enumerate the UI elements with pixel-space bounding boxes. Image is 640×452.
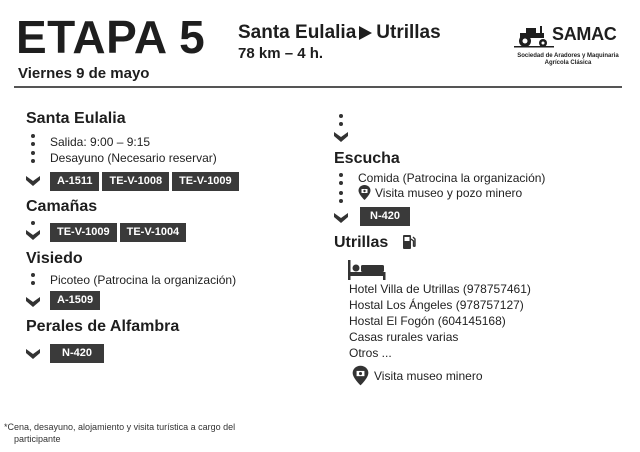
arrow-right-icon bbox=[359, 26, 372, 40]
item-comida: Comida (Patrocina la organización) bbox=[358, 171, 546, 185]
place-escucha: Escucha bbox=[334, 150, 400, 167]
chevron-down-icon bbox=[26, 294, 40, 308]
footnote-line-1: *Cena, desayuno, alojamiento y visita turística a cargo del bbox=[4, 422, 236, 432]
road-badge: TE-V-1008 bbox=[102, 172, 169, 191]
place-utrillas: Utrillas bbox=[334, 234, 389, 251]
logo-subtitle-1: Sociedad de Aradores y Maquinaria bbox=[517, 53, 619, 59]
item-desayuno: Desayuno (Necesario reservar) bbox=[50, 151, 217, 165]
route-from: Santa Eulalia bbox=[238, 22, 357, 43]
otros: Otros ... bbox=[349, 346, 392, 360]
place-santa-eulalia: Santa Eulalia bbox=[26, 110, 126, 127]
route-line bbox=[238, 22, 441, 44]
road-badge: A-1511 bbox=[50, 172, 99, 191]
header-divider bbox=[14, 86, 622, 88]
chevron-down-icon bbox=[334, 210, 348, 224]
map-pin-camera-icon bbox=[358, 185, 371, 200]
route-to: Utrillas bbox=[376, 22, 441, 43]
hotel-villa-utrillas: Hotel Villa de Utrillas (978757461) bbox=[349, 282, 531, 296]
road-badge: A-1509 bbox=[50, 291, 100, 310]
casas-rurales: Casas rurales varias bbox=[349, 330, 459, 344]
route-dot bbox=[339, 114, 343, 118]
route-dot bbox=[31, 281, 35, 285]
route-dot bbox=[339, 191, 343, 195]
stage-title: ETAPA 5 bbox=[16, 11, 206, 63]
chevron-down-icon bbox=[26, 173, 40, 187]
place-perales: Perales de Alfambra bbox=[26, 318, 180, 335]
logo-subtitle-2: Agrícola Clásica bbox=[544, 60, 592, 66]
route-dot bbox=[339, 181, 343, 185]
road-badges bbox=[50, 344, 104, 363]
place-visiedo: Visiedo bbox=[26, 250, 83, 267]
item-salida: Salida: 9:00 – 9:15 bbox=[50, 135, 151, 149]
route-dot bbox=[31, 221, 35, 225]
route-dot bbox=[31, 159, 35, 163]
footnote bbox=[4, 421, 304, 445]
route-dot bbox=[339, 173, 343, 177]
road-badge: TE-V-1004 bbox=[120, 223, 187, 242]
route-dot bbox=[31, 273, 35, 277]
chevron-down-icon bbox=[26, 227, 40, 241]
route-dot bbox=[339, 199, 343, 203]
samac-logo bbox=[512, 22, 624, 70]
chevron-down-icon bbox=[334, 129, 348, 143]
logo-brand: SAMAC bbox=[552, 24, 617, 44]
stage-date: Viernes 9 de mayo bbox=[18, 65, 150, 82]
fuel-pump-icon bbox=[402, 234, 416, 250]
bed-icon bbox=[348, 260, 386, 280]
hostal-el-fogon: Hostal El Fogón (604145168) bbox=[349, 314, 506, 328]
road-badges bbox=[50, 172, 239, 191]
place-camanas: Camañas bbox=[26, 198, 98, 215]
route-dot bbox=[31, 151, 35, 155]
road-badge: N-420 bbox=[50, 344, 104, 363]
visit-utrillas: Visita museo minero bbox=[374, 369, 483, 383]
route-dot bbox=[31, 134, 35, 138]
route-dot bbox=[31, 142, 35, 146]
map-pin-camera-icon bbox=[352, 365, 369, 386]
distance-time: 78 km – 4 h. bbox=[238, 45, 324, 62]
visit-escucha: Visita museo y pozo minero bbox=[375, 186, 523, 200]
tractor-icon bbox=[514, 24, 554, 48]
road-badge: TE-V-1009 bbox=[50, 223, 117, 242]
hostal-los-angeles: Hostal Los Ángeles (978757127) bbox=[349, 298, 524, 312]
road-badges bbox=[50, 223, 186, 242]
road-badge: N-420 bbox=[360, 207, 410, 226]
road-badges bbox=[50, 291, 100, 310]
footnote-line-2: participante bbox=[14, 434, 61, 444]
road-badge: TE-V-1009 bbox=[172, 172, 239, 191]
item-picoteo: Picoteo (Patrocina la organización) bbox=[50, 273, 237, 287]
route-dot bbox=[339, 122, 343, 126]
chevron-down-icon bbox=[26, 346, 40, 360]
road-badges bbox=[360, 207, 410, 226]
